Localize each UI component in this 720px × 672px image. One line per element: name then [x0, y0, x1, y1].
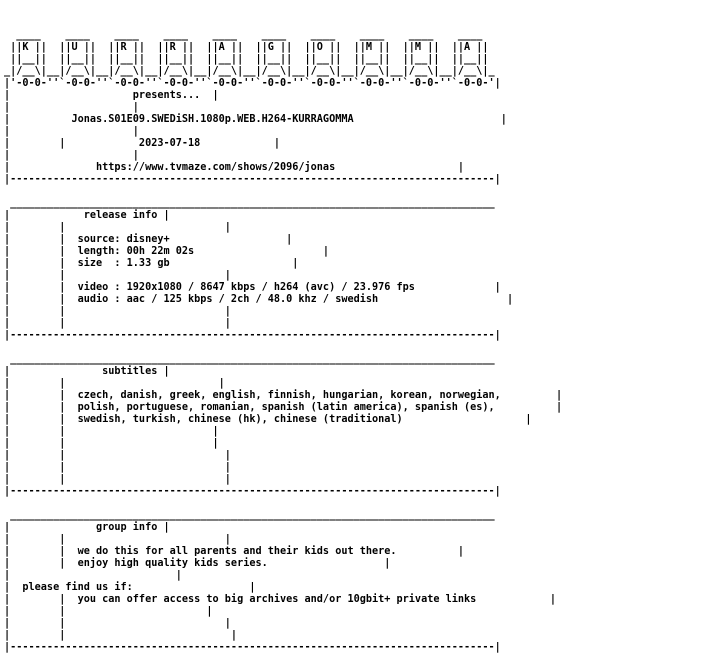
nfo-line: |'-0-0-''`-0-0-''`-0-0-''`-0-0-''`-0-0-''`-0-0-''`-0-0-''`-0-0-''`-0-0-''`-0-0-'| — [4, 78, 501, 89]
nfo-line: | | — [4, 126, 139, 137]
nfo-line: | release info | — [4, 210, 170, 221]
nfo-line: | | czech, danish, greek, english, finnish, hungarian, korean, norwegian, | — [4, 390, 563, 401]
nfo-line: | | — [4, 570, 182, 581]
nfo-line: | group info | — [4, 522, 170, 533]
nfo-line: |-------------------------------------------------------------------------------| — [4, 174, 501, 185]
nfo-line: | | | — [4, 378, 225, 389]
nfo-line: | | video : 1920x1080 / 8647 kbps / h264 (avc) / 23.976 fps | — [4, 282, 501, 293]
nfo-line: ||K || ||U || ||R || ||R || ||A || ||G || ||O || ||M || ||M || ||A || — [4, 42, 489, 53]
nfo-line: | | | — [4, 450, 231, 461]
nfo-line: | | 2023-07-18 | — [4, 138, 281, 149]
nfo-line: | https://www.tvmaze.com/shows/2096/jonas | — [4, 162, 465, 173]
nfo-line: | | | — [4, 222, 231, 233]
nfo-line: | | | — [4, 618, 231, 629]
nfo-line: | | | — [4, 318, 231, 329]
nfo-line: | Jonas.S01E09.SWEDiSH.1080p.WEB.H264-KURRAGOMMA | — [4, 114, 507, 125]
nfo-line: ____ ____ ____ ____ ____ ____ ____ ____ ____ ____ — [4, 30, 489, 41]
nfo-line: |-------------------------------------------------------------------------------| — [4, 330, 501, 341]
nfo-line: _______________________________________________________________________________ — [4, 198, 495, 209]
nfo-line: | | | — [4, 426, 219, 437]
nfo-line: | | | — [4, 474, 231, 485]
nfo-line: |-------------------------------------------------------------------------------| — [4, 486, 501, 497]
nfo-line: | presents... | — [4, 90, 219, 101]
nfo-line: | | source: disney+ | — [4, 234, 293, 245]
nfo-line: | | you can offer access to big archives and/or 10gbit+ private links | — [4, 594, 557, 605]
nfo-line: | | length: 00h 22m 02s | — [4, 246, 330, 257]
nfo-line: | | | — [4, 270, 231, 281]
nfo-line: | | | — [4, 534, 231, 545]
nfo-line: _______________________________________________________________________________ — [4, 354, 495, 365]
nfo-line: | | audio : aac / 125 kbps / 2ch / 48.0 khz / swedish | — [4, 294, 514, 305]
nfo-line: | | polish, portuguese, romanian, spanish (latin america), spanish (es), | — [4, 402, 563, 413]
nfo-line: | | | — [4, 630, 238, 641]
nfo-line: | | | — [4, 438, 219, 449]
nfo-line: | | | — [4, 606, 213, 617]
nfo-line: | | — [4, 150, 139, 161]
nfo-line: | | | — [4, 462, 231, 473]
nfo-line: | subtitles | — [4, 366, 170, 377]
nfo-line: | | — [4, 102, 139, 113]
nfo-line: ||__|| ||__|| ||__|| ||__|| ||__|| ||__|| ||__|| ||__|| ||__|| ||__|| — [4, 54, 489, 65]
nfo-line: | please find us if: | — [4, 582, 256, 593]
nfo-line: | | enjoy high quality kids series. | — [4, 558, 391, 569]
nfo-line: |-------------------------------------------------------------------------------| — [4, 642, 501, 653]
nfo-line: | | size : 1.33 gb | — [4, 258, 299, 269]
nfo-line: _______________________________________________________________________________ — [4, 510, 495, 521]
nfo-line: | | | — [4, 306, 231, 317]
nfo-line: | | we do this for all parents and their kids out there. | — [4, 546, 465, 557]
nfo-line: _|/__\|__|/__\|__|/__\|__|/__\|__|/__\|__|/__\|__|/__\|__|/__\|__|/__\|__|/__\|_ — [4, 66, 495, 77]
nfo-line: | | swedish, turkish, chinese (hk), chinese (traditional) | — [4, 414, 532, 425]
